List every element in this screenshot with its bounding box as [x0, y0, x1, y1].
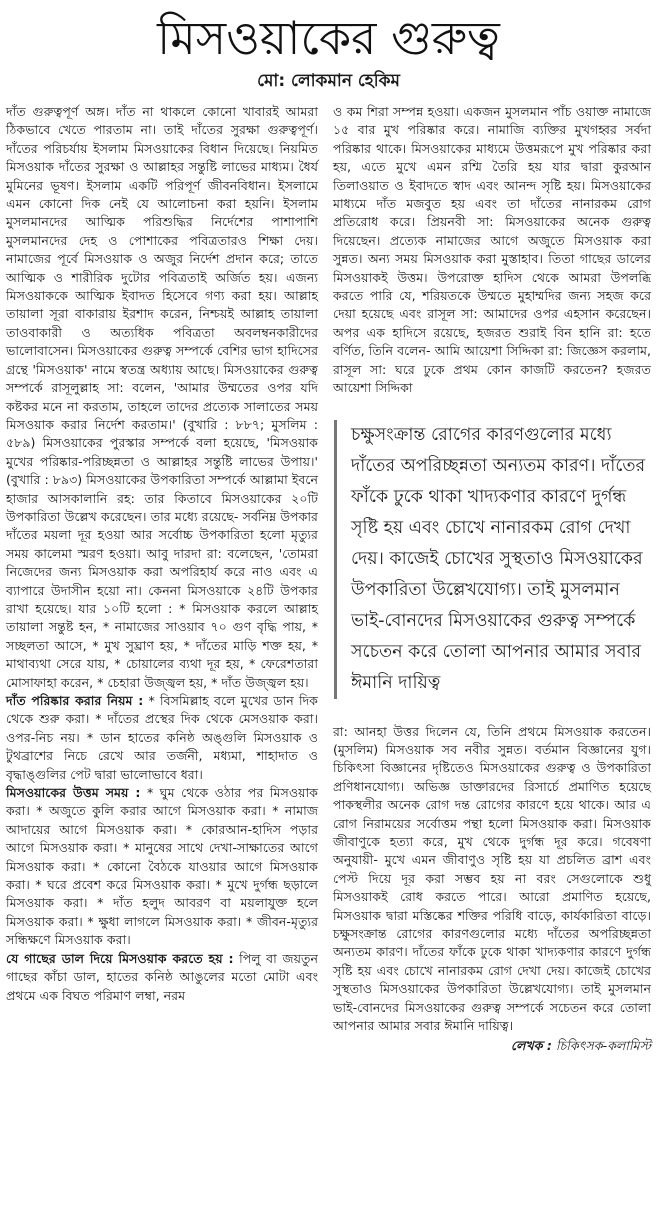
article-body	[0, 94, 657, 1064]
section-heading: দাঁত পরিষ্কার করার নিয়ম :	[6, 693, 144, 708]
paragraph-continued: ও কম শিরা সম্পন্ন হওয়া। একজন মুসলমান পাঁচ ওয়াক্ত নামাজে ১৫ বার মুখ পরিষ্কার করে। নামাজি ব্যক্তির মুখগহ্বর সর্বদা পরিষ্কার থাকে। মিসওয়াকের মাধ্যমে উত্তমরূপে মুখ পরিষ্কার করা হয়, এতে মুখে এমন রশ্মি তৈরি হয় যার দ্বারা কুরআন তিলাওয়াত ও ইবাদতে স্বাদ এবং আনন্দ সৃষ্টি হয়। মিসওয়াকের মাধ্যমে দাঁত মজবুত হয় এবং তা দাঁতের নানারকম রোগ প্রতিরোধ করে। প্রিয়নবী সা: মিসওয়াকের অনেক গুরুত্ব দিয়েছেন। প্রত্যেক নামাজের আগে অজুতে মিসওয়াক করা সুন্নত। অন্য সময় মিসওয়াক করা মুস্তাহাব। তিতা গাছের ডালের মিসওয়াকই উত্তম। উপরোক্ত হাদিস থেকে আমরা উপলব্ধি করতে পারি যে, শরিয়তকে উম্মতে মুহাম্মদির জন্য সহজ করে দেয়া হয়েছে এবং রাসূল সা: আমাদের ওপর এহসান করেছেন। অপর এক হাদিসে রয়েছে, হজরত শুরাই বিন হানি রা: হতে বর্ণিত, তিনি বলেন- আমি আয়েশা সিদ্দিকা রা: জিজ্ঞেস করলাম, রাসূল সা: ঘরে ঢুকে প্রথম কোন কাজটি করতেন? হজরত আয়েশা সিদ্দিকা	[333, 104, 651, 396]
section-heading: মিসওয়াকের উত্তম সময় :	[6, 785, 141, 801]
article-title: মিসওয়াকের গুরুত্ব	[157, 11, 500, 65]
paragraph-intro: দাঁত গুরুত্বপূর্ণ অঙ্গ। দাঁত না থাকলে কোনো খাবারই আমরা ঠিকভাবে খেতে পারতাম না। তাই দাঁতের সুরক্ষা গুরুত্বপূর্ণ। দাঁতের পরিচর্যায় ইসলাম মিসওয়াকের বিধান দিয়েছে। নিয়মিত মিসওয়াক দাঁতের সুরক্ষা ও আল্লাহর সন্তুষ্টি লাভের মাধ্যম। ধৈর্য মুমিনের ভূষণ। ইসলাম একটি পরিপূর্ণ জীবনবিধান। ইসলামে এমন কোনো দিক নেই যে আলোচনা করা হয়নি। ইসলাম মুসলমানদের আত্মিক পরিশুদ্ধির নির্দেশের পাশাপাশি মুসলমানদের দেহ ও পোশাকের পবিত্রতারও শিক্ষা দেয়। নামাজের পূর্বে মিসওয়াক ও অজুর নির্দেশ প্রদান করে; তাতে আত্মিক ও শারীরিক দুটোর পবিত্রতাই অর্জিত হয়। এজন্য মিসওয়াককে আত্মিক ইবাদত হিসেবে গণ্য করা হয়। আল্লাহ তায়ালা সূরা বাকারায় ইরশাদ করেন, নিশ্চয়ই আল্লাহ তায়ালা তাওবাকারী ও অত্যধিক পবিত্রতা অবলম্বনকারীদের ভালোবাসেন। মিসওয়াকের গুরুত্ব সম্পর্কে বেশির ভাগ হাদিসের গ্রন্থে 'মিসওয়াক' নামে স্বতন্ত্র অধ্যায় আছে। মিসওয়াকের গুরুত্ব সম্পর্কে রাসূলুল্লাহ সা: বলেন, 'আমার উম্মতের ওপর যদি কষ্টকর মনে না করতাম, তাহলে তাদের প্রত্যেক সালাতের সময় মিসওয়াক করার নির্দেশ করতাম।' (বুখারি : ৮৮৭; মুসলিম : ৫৮৯) মিসওয়াকের পুরস্কার সম্পর্কে বলা হয়েছে, 'মিসওয়াক মুখের পরিষ্কার-পরিচ্ছন্নতা ও আল্লাহর সন্তুষ্টি লাভের উপায়।' (বুখারি : ৮৯৩) মিসওয়াকের উপকারিতা সম্পর্কে আল্লামা ইবনে হাজার আসকালানি রহ: তার কিতাবে মিসওয়াকের ২০টি উপকারিতা উল্লেখ করেছেন। তার মধ্যে রয়েছে- সর্বনিম্ন উপকার দাঁতের ময়লা দূর হওয়া আর সর্বোচ্চ উপকারিতা হলো মৃত্যুর সময় কালেমা স্মরণ হওয়া। আবু দারদা রা: বলেছেন, 'তোমরা নিজেদের জন্য মিসওয়াক করা অপরিহার্য করে নাও এবং এ ব্যাপারে উদাসীন হয়ো না। কেননা মিসওয়াকে ২৪টি উপকার রাখা হয়েছে। যার ১০টি হলো : * মিসওয়াক করলে আল্লাহ তায়ালা সন্তুষ্ট হন, * নামাজের সাওয়াব ৭০ গুণ বৃদ্ধি পায়, * সচ্ছলতা আসে, * মুখ সুঘ্রাণ হয়, * দাঁতের মাড়ি শক্ত হয়, * মাথাব্যথা সেরে যায়, * চোয়ালের ব্যথা দূর হয়, * ফেরেশতারা মোসাফাহা করেন, * চেহারা উজ্জ্বল হয়, * দাঁত উজ্জ্বল হয়।	[6, 104, 318, 690]
paragraph-best-times	[6, 784, 318, 950]
paragraph-cleaning-rules	[6, 692, 318, 784]
author-description: চিকিৎসক-কলামিস্ট	[551, 1038, 651, 1054]
left-column	[6, 103, 318, 1005]
section-text: পিলু বা জয়তুন গাছের কাঁচা ডাল, হাতের কনিষ্ঠ আঙুলের মতো মোটা এবং প্রথমে এক বিঘত পরিমাণ লম্বা, নরম	[6, 950, 319, 1003]
paragraph-science: রা: আনহা উত্তর দিলেন যে, তিনি প্রথমে মিসওয়াক করতেন। (মুসলিম) মিসওয়াক সব নবীর সুন্নত। বর্তমান বিজ্ঞানের যুগ। চিকিৎসা বিজ্ঞানের দৃষ্টিতেও মিসওয়াকের গুরুত্ব ও উপকারিতা প্রণিধানযোগ্য। অভিজ্ঞ ডাক্তারদের রিসার্চে প্রমাণিত হয়েছে পাকস্থলীর অনেক রোগ দন্ত রোগের কারণে হয়ে থাকে। আর এ রোগ নিরাময়ের সর্বোত্তম পন্থা হলো মিসওয়াক করা। মিসওয়াক জীবাণুকে হত্যা করে, মুখ থেকে দুর্গন্ধ দূর করে। গবেষণা অনুযায়ী- মুখে এমন জীবাণুও সৃষ্টি হয় যা প্রচলিত ব্রাশ এবং পেস্ট দিয়ে দূর করা সম্ভব হয় না বরং সেগুলোকে শুধু মিসওয়াকই রোধ করতে পারে। আরো প্রমাণিত হয়েছে, মিসওয়াক দ্বারা মস্তিষ্কের শক্তির পরিধি বাড়ে, কার্যকারিতা বাড়ে। চক্ষুসংক্রান্ত রোগের কারণগুলোর মধ্যে দাঁতের অপরিচ্ছন্নতা অন্যতম কারণ। দাঁতের ফাঁকে ঢুকে থাকা খাদ্যকণার কারণে দুর্গন্ধ সৃষ্টি হয় এবং চোখে নানারকম রোগ দেখা দেয়। কাজেই চোখের সুস্থতাও মিসওয়াকের উপকারিতা উল্লেখযোগ্য। তাই মুসলমান ভাই-বোনদের মিসওয়াকের গুরুত্ব সম্পর্কে সচেতন করে তোলা আপনার আমার সবার ঈমানি দায়িত্ব।	[333, 723, 651, 1033]
author-label: লেখক :	[510, 1038, 552, 1054]
paragraph-tree-branch	[6, 950, 318, 1005]
section-text: * ঘুম থেকে ওঠার পর মিসওয়াক করা। * অজুতে কুলি করার আগে মিসওয়াক করা। * নামাজ আদায়ের আগে মিসওয়াক করা। * কোরআন-হাদিস পড়ার আগে মিসওয়াক করা। * মানুষের সাথে দেখা-সাক্ষাতের আগে মিসওয়াক করা। * কোনো বৈঠকে যাওয়ার আগে মিসওয়াক করা। * ঘরে প্রবেশ করে মিসওয়াক করা। * মুখে দুর্গন্ধ ছড়ালে মিসওয়াক করা। * দাঁত হলুদ আবরণ বা ময়লাযুক্ত হলে মিসওয়াক করা। * ক্ষুধা লাগলে মিসওয়াক করা। * জীবন-মৃত্যুর সন্ধিক্ষণে মিসওয়াক করা।	[6, 785, 318, 948]
pull-quote: চক্ষুসংক্রান্ত রোগের কারণগুলোর মধ্যে দাঁতের অপরিচ্ছন্নতা অন্যতম কারণ। দাঁতের ফাঁকে ঢুকে থাকা খাদ্যকণার কারণে দুর্গন্ধ সৃষ্টি হয় এবং চোখে নানারকম রোগ দেখা দেয়। কাজেই চোখের সুস্থতাও মিসওয়াকের উপকারিতা উল্লেখযোগ্য। তাই মুসলমান ভাই-বোনদের মিসওয়াকের গুরুত্ব সম্পর্কে সচেতন করে তোলা আপনার আমার সবার ঈমানি দায়িত্ব	[334, 420, 651, 699]
author-credit	[333, 1037, 651, 1055]
section-text: * বিসমিল্লাহ বলে মুখের ডান দিক থেকে শুরু করা। * দাঁতের প্রস্থের দিক থেকে মেসওয়াক করা। ওপর-নিচ নয়। * ডান হাতের কনিষ্ঠ অঙ্গুলি মিসওয়াক ও টুথব্রাশের নিচে রেখে আর তর্জনী, মধ্যমা, শাহাদাত ও বৃদ্ধাঙ্গুলির পেট দ্বারা ভালোভাবে ধরা।	[6, 693, 318, 782]
section-heading: যে গাছের ডাল দিয়ে মিসওয়াক করতে হয় :	[6, 950, 234, 966]
byline: মো: লোকমান হেকিম	[257, 71, 400, 91]
right-column	[333, 103, 651, 1056]
